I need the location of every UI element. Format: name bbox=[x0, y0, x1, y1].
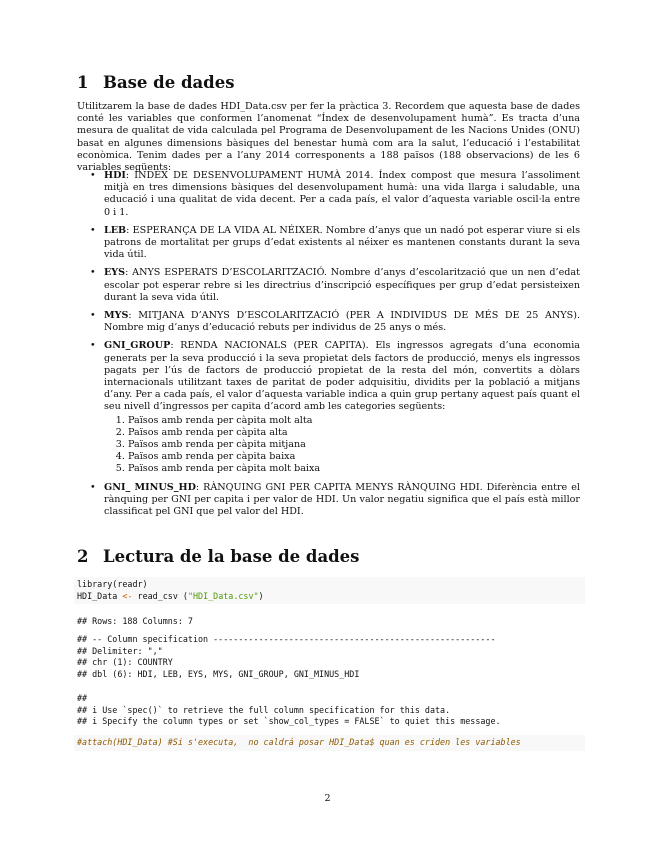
section-heading-2: 2 Lectura de la base de dades bbox=[77, 547, 360, 566]
code-output-messages: ## ## i Use `spec()` to retrieve the full column specification for this data. ## i Specify the column types or set `show_col_types = FALSE` to quiet this message. bbox=[77, 693, 501, 727]
variable-name: GNI_ MINUS_HD bbox=[104, 481, 196, 493]
section-heading-1: 1 Base de dades bbox=[77, 73, 235, 92]
variable-name: LEB bbox=[104, 224, 127, 236]
page-number: 2 bbox=[324, 793, 331, 804]
variable-name: GNI_GROUP bbox=[104, 340, 171, 352]
section-title: Base de dades bbox=[103, 73, 235, 92]
code-block-comment: #attach(HDI_Data) #Si s'executa, no caldrá posar HDI_Data$ quan es criden les variables bbox=[74, 735, 585, 751]
list-item: 4. Països amb renda per càpita baixa bbox=[128, 451, 580, 463]
list-item: • GNI_ MINUS_HD: RÀNQUING GNI PER CAPITA MENYS RÀNQUING HDI. Diferència entre el rànquing per GNI per capita i per valor de HDI. Un valor negatiu significa que el país està millor classificat pel GNI que pel valor del HDI. bbox=[77, 482, 580, 519]
variable-list bbox=[77, 170, 580, 524]
variable-name: MYS bbox=[104, 310, 129, 322]
list-item: 3. Països amb renda per càpita mitjana bbox=[128, 439, 580, 451]
variable-name: EYS bbox=[104, 267, 126, 279]
list-item: 1. Països amb renda per càpita molt alta bbox=[128, 415, 580, 427]
list-item: 5. Països amb renda per càpita molt baixa bbox=[128, 463, 580, 475]
code-output-rows: ## Rows: 188 Columns: 7 bbox=[77, 616, 193, 626]
list-item: • HDI: ÍNDEX DE DESENVOLUPAMENT HUMÀ 2014. Índex compost que mesura l’assoliment mitjà en tres dimensions bàsiques del desenvolupament humà: una vida llarga i saludable, una educació i una qualitat de vida decent. Per a cada país, el valor d’aquesta variable oscil·la entre 0 i 1. bbox=[77, 170, 580, 219]
list-item: 2. Països amb renda per càpita alta bbox=[128, 427, 580, 439]
list-item: • MYS: MITJANA D’ANYS D’ESCOLARITZACIÓ (PER A INDIVIDUS DE MÉS DE 25 ANYS). Nombre mig d’anys d’educació rebuts per individus de 25 anys o més. bbox=[77, 310, 580, 334]
code-block-source: library(readr) HDI_Data <- read_csv ("HDI_Data.csv") bbox=[74, 577, 585, 604]
intro-paragraph: Utilitzarem la base de dades HDI_Data.csv per fer la pràctica 3. Recordem que aquesta base de dades conté les variables que conformen l’anomenat “Índex de desenvolupament humà”. Es tracta d’una mesura de qualitat de vida calculada pel Programa de Desenvolupament de les Nacions Unides (ONU) basat en algunes dimensions bàsiques del benestar humà com ara la salut, l’educació i l’estabilitat econòmica. Tenim dades per a l’any 2014 corresponents a 188 països (188 observacions) de les 6 variables següents: bbox=[77, 101, 580, 174]
code-output-column-spec: ## -- Column specification -------------------------------------------------------- ## Delimiter: "," ## chr (1): COUNTRY ## dbl (6): HDI, LEB, EYS, MYS, GNI_GROUP, GNI_MINUS_HDI bbox=[77, 634, 496, 679]
category-list bbox=[104, 415, 580, 476]
list-item: • EYS: ANYS ESPERATS D’ESCOLARITZACIÓ. Nombre d’anys d’escolarització que un nen d’edat escolar pot esperar rebre si les directrius d’inscripció específiques per grup d’edat persisteixen durant la seva vida útil. bbox=[77, 267, 580, 304]
variable-name: HDI bbox=[104, 170, 126, 181]
list-item: • LEB: ESPERANÇA DE LA VIDA AL NÉIXER. Nombre d’anys que un nadó pot esperar viure si els patrons de mortalitat per grups d’edat existents al néixer es mantenen constants durant la seva vida útil. bbox=[77, 225, 580, 262]
section-title: Lectura de la base de dades bbox=[103, 547, 360, 566]
list-item: • GNI_GROUP: RENDA NACIONALS (PER CAPITA). Els ingressos agregats d’una economia generats per la seva producció i la seva propietat dels factors de producció, menys els ingressos pagats per l’ús de factors de producció propietat de la resta del món, convertits a dòlars internacionals utilitzant taxes de paritat de poder adquisitiu, dividits per la població a mitjans d’any. Per a cada país, el valor d’aquesta variable indica a quin grup pertany aquest país quant el seu nivell d’ingressos per capita d’acord amb les categories següents: 1. Països amb renda per càpita molt alta 2. Països amb renda per càpita alta 3. Països amb renda per càpita mitjana 4. Països amb renda per càpita baixa 5. Països amb renda per càpita molt baixa bbox=[77, 340, 580, 475]
